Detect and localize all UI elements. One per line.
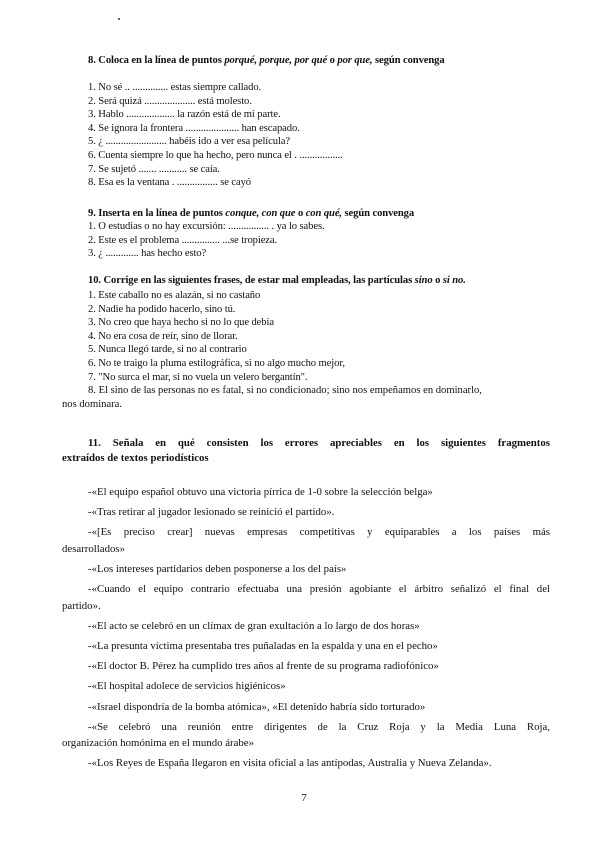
fragment-item xyxy=(62,561,550,577)
section-11-fragments xyxy=(62,484,550,776)
list-item: 7. "No surca el mar, si no vuela un velero bergantín". xyxy=(88,371,308,383)
list-item: 6. No te traigo la pluma estilográfica, si no algo mucho mejor, xyxy=(88,357,345,369)
list-item: 6. Cuenta siempre lo que ha hecho, pero nunca el . ................. xyxy=(88,149,343,161)
fragment-line: desarrollados» xyxy=(62,542,125,555)
section-9-list xyxy=(88,220,325,261)
fragment-line: organización homónima en el mundo árabe» xyxy=(62,737,254,750)
list-item: 2. Este es el problema ............... ...se tropieza. xyxy=(88,234,278,246)
section-10-list xyxy=(88,289,345,384)
fragment-item xyxy=(62,755,550,771)
page-number: 7 xyxy=(301,792,307,804)
fragment-line: -«Cuando el equipo contrario efectuaba una presión agobiante el árbitro señalizó el final del xyxy=(88,583,550,596)
fragment-line: -«Tras retirar al jugador lesionado se reinició el partido». xyxy=(88,506,335,519)
list-item: 1. O estudias o no hay excursión: ................ . ya lo sabes. xyxy=(88,221,325,232)
list-item: 1. No sé .. .............. estas siempre callado. xyxy=(88,82,262,93)
fragment-line: -«El hospital adolece de servicios higiénicos» xyxy=(88,680,286,693)
list-item: 4. No era cosa de reír, sino de llorar. xyxy=(88,330,238,342)
list-item: 3. ¿ ............. has hecho esto? xyxy=(88,248,207,260)
fragment-line: -«El doctor B. Pérez ha cumplido tres años al frente de su programa radiofónico» xyxy=(88,660,439,673)
fragment-item xyxy=(62,504,550,520)
fragment-item xyxy=(62,719,550,752)
list-item: 8. Esa es la ventana . ................ se cayó xyxy=(88,177,251,189)
list-item: 7. Se sujetó ....... ........... se caía. xyxy=(88,163,220,175)
fragment-item xyxy=(62,699,550,715)
fragment-item xyxy=(62,484,550,500)
fragment-line: -«El equipo español obtuvo una victoria pírrica de 1-0 sobre la selección belga» xyxy=(88,486,433,498)
section-8-list xyxy=(88,81,343,190)
list-item: 2. Será quizá .................... está molesto. xyxy=(88,95,252,107)
fragment-item xyxy=(62,658,550,674)
fragment-item xyxy=(62,618,550,634)
list-item: 5. Nunca llegó tarde, si no al contrario xyxy=(88,344,247,356)
list-item: 4. Se ignora la frontera ..................... han escapado. xyxy=(88,122,300,134)
list-item: 3. No creo que haya hecho si no lo que debía xyxy=(88,317,274,329)
section-11-heading xyxy=(62,436,550,466)
section-8-heading: 8. Coloca en la línea de puntos porqué, porque, por qué o por que, según convenga xyxy=(88,55,445,66)
fragment-line: partido». xyxy=(62,599,101,612)
section-11-heading-line: extraídos de textos periodísticos xyxy=(62,452,209,464)
fragment-line: -«[Es preciso crear] nuevas empresas competitivas y equiparables a los países más xyxy=(88,526,550,539)
fragment-line: -«Los Reyes de España llegaron en visita oficial a las antípodas, Australia y Nueva Zelanda». xyxy=(88,757,492,770)
fragment-line: -«El acto se celebró en un clímax de gran exultación a lo largo de dos horas» xyxy=(88,619,420,632)
fragment-item xyxy=(62,638,550,654)
fragment-item xyxy=(62,581,550,614)
list-item: 8. El sino de las personas no es fatal, si no condicionado; sino nos empeñamos en dominarlo, xyxy=(88,385,482,396)
list-item: 2. Nadie ha podido hacerlo, sino tú. xyxy=(88,303,236,315)
section-9-heading: 9. Inserta en la línea de puntos conque, con que o con qué, según convenga xyxy=(88,208,415,219)
fragment-line: -«Los intereses partidarios deben posponerse a los del país» xyxy=(88,563,347,576)
fragment-line: -«La presunta víctima presentaba tres puñaladas en la espalda y una en el pecho» xyxy=(88,640,438,653)
fragment-line: -«Israel dispondría de la bomba atómica», «El detenido habría sido torturado» xyxy=(88,700,426,713)
fragment-item xyxy=(62,524,550,557)
list-item-continuation: nos dominara. xyxy=(62,398,123,410)
section-10-heading: 10. Corrige en las siguientes frases, de estar mal empleadas, las partículas sino o si no. xyxy=(88,275,466,286)
fragment-item xyxy=(62,678,550,694)
list-item: 3. Hablo ................... la razón está de mi parte. xyxy=(88,109,281,121)
stray-mark xyxy=(118,18,120,20)
section-11-heading-line: 11. Señala en qué consisten los errores apreciables en los siguientes fragmentos xyxy=(88,437,550,449)
fragment-line: -«Se celebró una reunión entre dirigentes de la Cruz Roja y la Media Luna Roja, xyxy=(88,720,550,733)
list-item: 5. ¿ ........................ habéis ido a ver esa película? xyxy=(88,136,290,148)
section-10-item-8 xyxy=(62,384,550,411)
list-item: 1. Este caballo no es alazán, si no castaño xyxy=(88,290,261,301)
